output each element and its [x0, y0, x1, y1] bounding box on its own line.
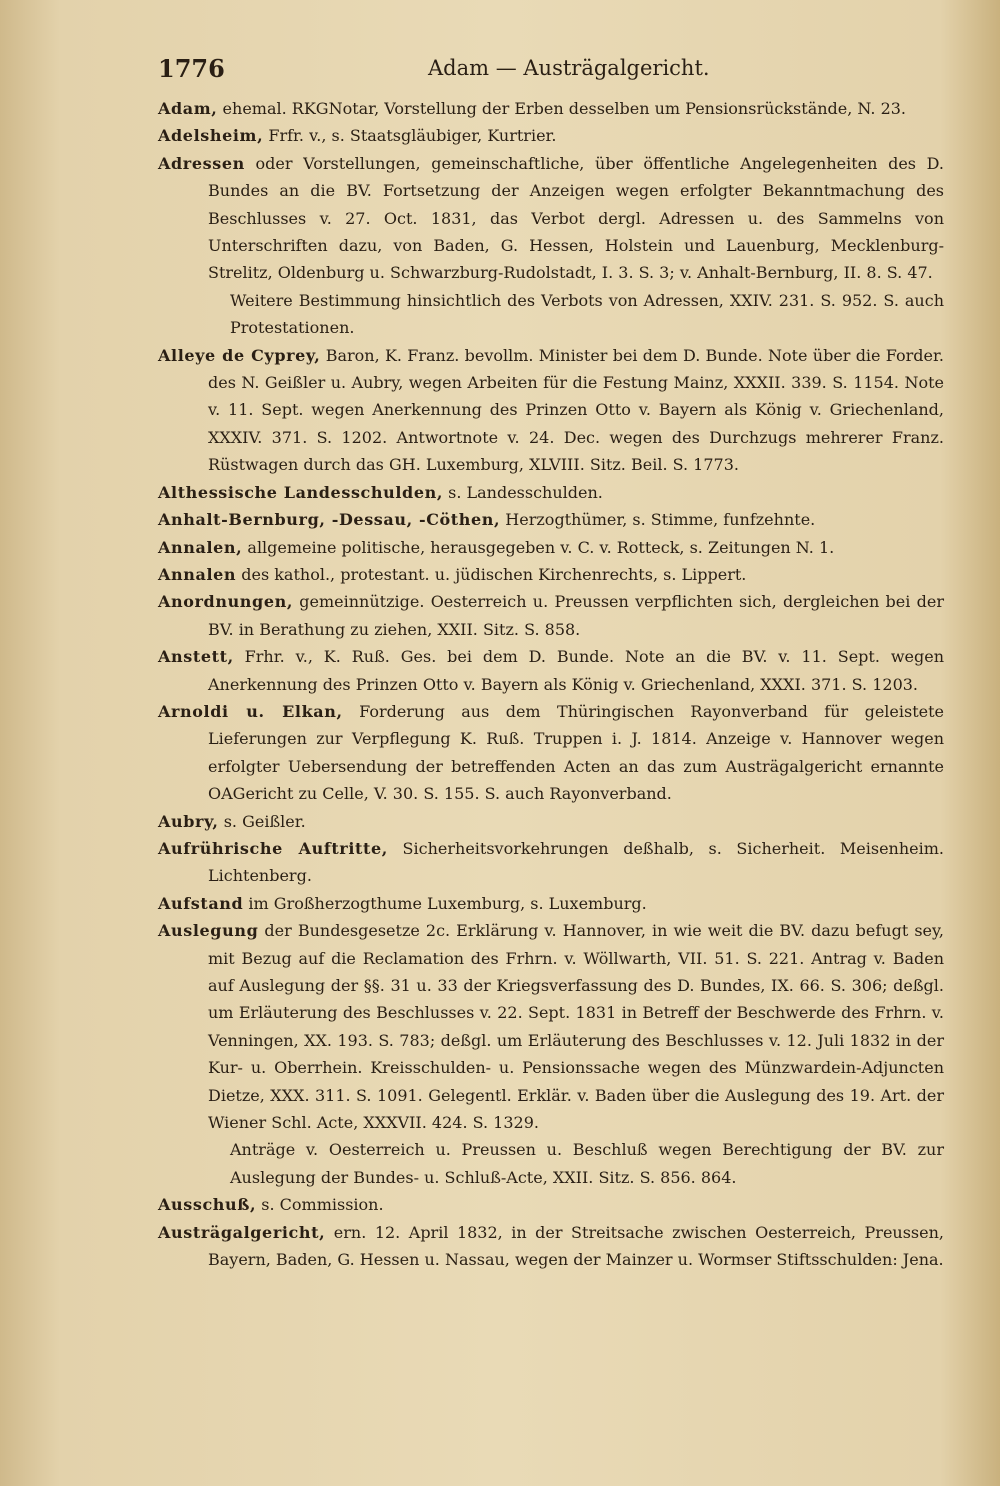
- index-entry: [158, 479, 944, 506]
- page-number: 1776: [158, 54, 225, 83]
- index-entry: [158, 917, 944, 1136]
- index-entry: [158, 1219, 944, 1274]
- entry-text: gemeinnützige. Oesterreich u. Preussen verpflichten sich, dergleichen bei der BV. in Berathung zu ziehen, XXII. Sitz. S. 858.: [208, 592, 944, 639]
- entry-text: des kathol., protestant. u. jüdischen Kirchenrechts, s. Lippert.: [236, 564, 747, 584]
- entry-keyword: Aufstand: [158, 893, 244, 913]
- entry-text: Frfr. v., s. Staatsgläubiger, Kurtrier.: [263, 126, 557, 146]
- entry-keyword: Annalen,: [158, 537, 243, 557]
- entry-text: oder Vorstellungen, gemeinschaftliche, über öffentliche Angelegenheiten des D. Bundes an die BV. Fortsetzung der Anzeigen wegen erfolgter Bekanntmachung des Beschlusses v. 27. Oct. 1831, das Verbot dergl. Adressen u. des Sammelns von Unterschriften dazu, von Baden, G. Hessen, Holstein und Lauenburg, Mecklenburg-Strelitz, Oldenburg u. Schwarzburg-Rudolstadt, I. 3. S. 3; v. Anhalt-Bernburg, II. 8. S. 47.: [208, 153, 944, 283]
- index-entry: [158, 588, 944, 643]
- entry-keyword: Adressen: [158, 153, 245, 173]
- index-entry: [158, 534, 944, 561]
- index-entry: [158, 95, 944, 122]
- entry-text: s. Landesschulden.: [443, 482, 603, 502]
- entry-text: ern. 12. April 1832, in der Streitsache zwischen Oesterreich, Preussen, Bayern, Baden, G. Hessen u. Nassau, wegen der Mainzer u. Wormser Stiftsschulden: Jena.: [208, 1222, 944, 1270]
- entry-keyword: Arnoldi u. Elkan,: [158, 701, 343, 721]
- entry-keyword: Anstett,: [158, 647, 234, 667]
- entry-text: Forderung aus dem Thüringischen Rayonverband für geleistete Lieferungen zur Verpflegung K. Ruß. Truppen i. J. 1814. Anzeige v. Hannover wegen erfolgter Uebersendung der betreffenden Acten an das zum Austrägalgericht ernannte OAGericht zu Celle, V. 30. S. 155. S. auch Rayonverband.: [208, 701, 944, 804]
- entry-text: s. Geißler.: [218, 811, 306, 831]
- entry-keyword: Aufrührische Auftritte,: [158, 838, 388, 858]
- entry-keyword: Althessische Landesschulden,: [158, 482, 444, 502]
- index-entry: [158, 122, 944, 149]
- index-entries: [158, 95, 944, 1273]
- entry-keyword: Anordnungen,: [158, 592, 294, 612]
- entry-keyword: Ausschuß,: [158, 1195, 257, 1215]
- index-entry: [158, 150, 944, 287]
- entry-text: s. Commission.: [256, 1195, 384, 1215]
- index-entry: [158, 698, 944, 808]
- entry-text: allgemeine politische, herausgegeben v. C. v. Rotteck, s. Zeitungen N. 1.: [242, 537, 835, 557]
- index-entry: [158, 1191, 944, 1218]
- index-sub-entry: [158, 287, 944, 342]
- entry-text: ehemal. RKGNotar, Vorstellung der Erben desselben um Pensionsrückstände, N. 23.: [217, 99, 907, 118]
- entry-text: der Bundesgesetze 2c. Erklärung v. Hannover, in wie weit die BV. dazu befugt sey, mit Bezug auf die Reclamation des Frhrn. v. Wöllwarth, VII. 51. S. 221. Antrag v. Baden auf Auslegung der §§. 31 u. 33 der Kriegsverfassung des D. Bundes, IX. 66. S. 306; deßgl. um Erläuterung des Beschlusses v. 22. Sept. 1831 in Betreff der Beschwerde des Frhrn. v. Venningen, XX. 193. S. 783; deßgl. um Erläuterung des Beschlusses v. 12. Juli 1832 in der Kur- u. Oberrhein. Kreisschulden- u. Pensionssache wegen des Münzwardein-Adjuncten Dietze, XXX. 311. S. 1091. Gelegentl. Erklär. v. Baden über die Auslegung des 19. Art. der Wiener Schl. Acte, XXXVII. 424. S. 1329.: [208, 921, 944, 1133]
- index-entry: [158, 643, 944, 698]
- entry-keyword: Annalen: [158, 564, 237, 584]
- index-sub-entry: [158, 1136, 944, 1191]
- entry-keyword: Adelsheim,: [158, 126, 264, 146]
- entry-text: Anträge v. Oesterreich u. Preussen u. Beschluß wegen Berechtigung der BV. zur Auslegung der Bundes- u. Schluß-Acte, XXII. Sitz. S. 856. 864.: [230, 1140, 944, 1187]
- index-entry: [158, 561, 944, 588]
- entry-text: Herzogthümer, s. Stimme, funfzehnte.: [500, 510, 816, 530]
- page-header: [158, 54, 940, 84]
- entry-keyword: Austrägalgericht,: [158, 1222, 326, 1242]
- index-entry: [158, 342, 944, 479]
- entry-keyword: Aubry,: [158, 811, 219, 831]
- entry-keyword: Anhalt-Bernburg, -Dessau, -Cöthen,: [158, 510, 501, 530]
- entry-text: Frhr. v., K. Ruß. Ges. bei dem D. Bunde. Note an die BV. v. 11. Sept. wegen Anerkennung des Prinzen Otto v. Bayern als König v. Griechenland, XXXI. 371. S. 1203.: [208, 647, 944, 694]
- entry-text: im Großherzogthume Luxemburg, s. Luxemburg.: [243, 893, 647, 913]
- entry-text: Weitere Bestimmung hinsichtlich des Verbots von Adressen, XXIV. 231. S. 952. S. auch Protestationen.: [230, 290, 944, 338]
- entry-text: Baron, K. Franz. bevollm. Minister bei dem D. Bunde. Note über die Forder. des N. Geißler u. Aubry, wegen Arbeiten für die Festung Mainz, XXXII. 339. S. 1154. Note v. 11. Sept. wegen Anerkennung des Prinzen Otto v. Bayern als König v. Griechenland, XXXIV. 371. S. 1202. Antwortnote v. 24. Dec. wegen des Durchzugs mehrerer Franz. Rüstwagen durch das GH. Luxemburg, XLVIII. Sitz. Beil. S. 1773.: [208, 345, 944, 475]
- entry-keyword: Alleye de Cyprey,: [158, 345, 321, 365]
- index-entry: [158, 808, 944, 835]
- index-entry: [158, 890, 944, 917]
- running-title: Adam — Austrägalgericht.: [428, 56, 710, 80]
- index-entry: [158, 506, 944, 533]
- entry-text: Sicherheitsvorkehrungen deßhalb, s. Sicherheit. Meisenheim. Lichtenberg.: [208, 838, 944, 886]
- entry-keyword: Auslegung: [158, 921, 259, 941]
- entry-keyword: Adam,: [158, 99, 218, 118]
- index-entry: [158, 835, 944, 890]
